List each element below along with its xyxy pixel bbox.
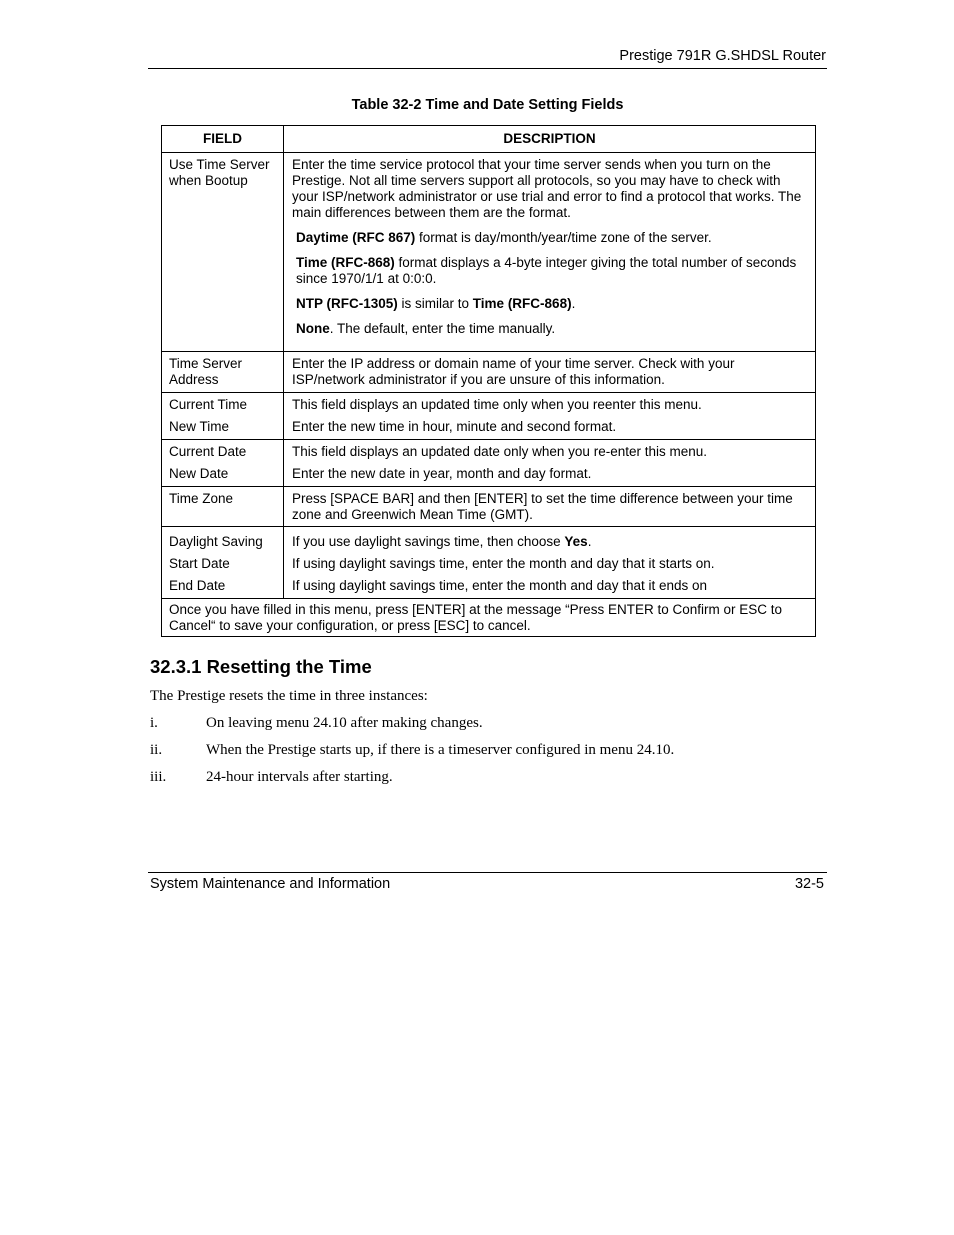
description-text: This field displays an updated date only when you re-enter this menu. xyxy=(292,444,707,459)
field-cell: Time Zone xyxy=(162,487,284,527)
list-text: 24-hour intervals after starting. xyxy=(206,769,393,785)
option-name: NTP (RFC-1305) xyxy=(296,296,398,311)
description-cell xyxy=(284,440,816,487)
daytime-option xyxy=(296,230,808,246)
list-text: On leaving menu 24.10 after making changes. xyxy=(206,715,483,731)
table-row xyxy=(162,440,816,487)
description-text xyxy=(292,534,808,550)
option-text: format displays a 4-byte integer giving the total number of seconds since 1970/1/1 at 0:0:0. xyxy=(296,255,797,286)
option-name: Daytime (RFC 867) xyxy=(296,230,416,245)
field-label: New Time xyxy=(169,419,230,434)
option-reference: Time (RFC-868) xyxy=(472,296,572,311)
field-cell: Time Server Address xyxy=(162,352,284,393)
list-text: When the Prestige starts up, if there is a timeserver configured in menu 24.10. xyxy=(206,742,675,758)
section-intro: The Prestige resets the time in three instances: xyxy=(150,688,428,704)
description-cell xyxy=(284,393,816,440)
column-header-description: DESCRIPTION xyxy=(284,126,816,153)
description-text: If using daylight savings time, enter the month and day that it starts on. xyxy=(292,556,715,571)
none-option xyxy=(296,321,808,337)
table-caption: Table 32-2 Time and Date Setting Fields xyxy=(351,97,624,113)
option-text: is similar to xyxy=(397,296,473,311)
table-note: Once you have filled in this menu, press [ENTER] at the message “Press ENTER to Confirm or ESC to Cancel“ to save your configuration, or press [ESC] to cancel. xyxy=(162,599,816,637)
field-label: End Date xyxy=(169,578,226,593)
text-span: If you use daylight savings time, then choose xyxy=(292,534,565,549)
section-heading: 32.3.1 Resetting the Time xyxy=(150,656,372,677)
footer-chapter-title: System Maintenance and Information xyxy=(150,876,391,892)
table-header-row xyxy=(162,126,816,153)
option-name: None xyxy=(296,321,330,336)
description-cell: Enter the IP address or domain name of your time server. Check with your ISP/network administrator if you are unsure of this information. xyxy=(284,352,816,393)
field-cell xyxy=(162,393,284,440)
table-row xyxy=(162,527,816,599)
punctuation: . xyxy=(587,534,592,549)
option-text: format is day/month/year/time zone of the server. xyxy=(415,230,712,245)
settings-table xyxy=(161,125,816,637)
field-label: New Date xyxy=(169,466,229,481)
field-cell xyxy=(162,527,284,599)
table-note-row xyxy=(162,599,816,637)
table-row xyxy=(162,487,816,527)
field-label: Current Time xyxy=(169,397,248,412)
page-header xyxy=(148,46,827,69)
description-cell xyxy=(284,153,816,352)
header-title: Prestige 791R G.SHDSL Router xyxy=(619,48,826,64)
yes-option: Yes xyxy=(564,534,588,549)
description-text: Enter the new date in year, month and day format. xyxy=(292,466,592,481)
page-footer xyxy=(148,872,827,897)
list-number: ii. xyxy=(150,742,163,758)
field-cell: Use Time Server when Bootup xyxy=(162,153,284,352)
table-row xyxy=(162,352,816,393)
list-number: iii. xyxy=(150,769,167,785)
time-option xyxy=(296,255,808,287)
description-text: This field displays an updated time only when you reenter this menu. xyxy=(292,397,702,412)
description-text: Enter the time service protocol that your time server sends when you turn on the Prestige. Not all time servers support all protocols, so you may have to check with your ISP/network administrator or use trial and error to find a protocol that works. The main differences between them are the format. xyxy=(292,157,802,220)
option-text: . The default, enter the time manually. xyxy=(329,321,556,336)
field-label: Current Date xyxy=(169,444,247,459)
table-row xyxy=(162,153,816,352)
table-row xyxy=(162,393,816,440)
list-number: i. xyxy=(150,715,158,731)
field-label: Daylight Saving xyxy=(169,534,263,549)
description-cell xyxy=(284,527,816,599)
field-cell xyxy=(162,440,284,487)
description-text: If using daylight savings time, enter the month and day that it ends on xyxy=(292,578,707,593)
page-number: 32-5 xyxy=(794,876,824,892)
description-cell: Press [SPACE BAR] and then [ENTER] to set the time difference between your time zone and Greenwich Mean Time (GMT). xyxy=(284,487,816,527)
punctuation: . xyxy=(571,296,576,311)
description-text: Enter the new time in hour, minute and second format. xyxy=(292,419,617,434)
field-label: Start Date xyxy=(169,556,230,571)
option-name: Time (RFC-868) xyxy=(296,255,395,270)
column-header-field: FIELD xyxy=(162,126,284,153)
ntp-option xyxy=(296,296,808,312)
